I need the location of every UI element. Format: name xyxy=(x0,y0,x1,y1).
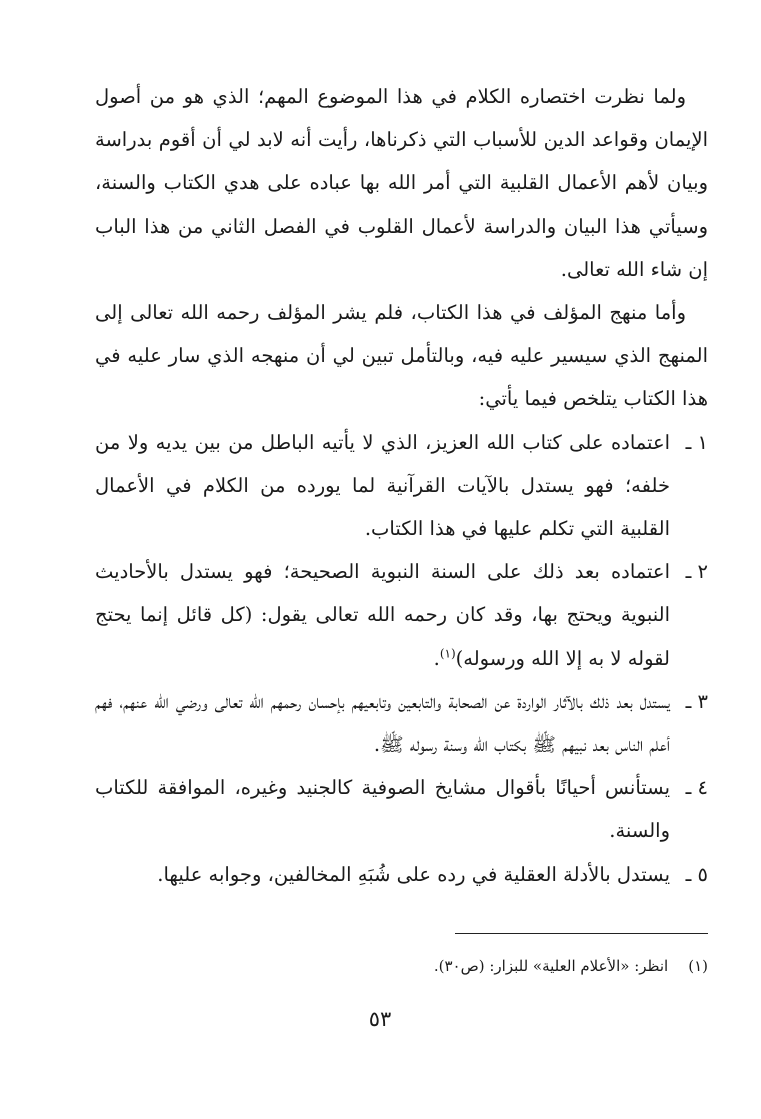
method-paragraph xyxy=(95,291,708,421)
list-item-number: ٢ ـ xyxy=(685,560,708,584)
list-item-text: يستدل بالأدلة العقلية في رده على شُبَهِ المخالفين، وجوابه عليها. xyxy=(157,862,670,886)
list-item-number: ٤ ـ xyxy=(685,776,708,800)
method-paragraph-text: وأما منهج المؤلف في هذا الكتاب، فلم يشر المؤلف رحمه الله تعالى إلى المنهج الذي سيسير عليه فيه، وبالتأمل تبين لي أن منهجه الذي سار عليه في هذا الكتاب يتلخص فيما يأتي: xyxy=(95,301,708,411)
list-item-5 xyxy=(95,853,708,896)
list-item-number: ١ ـ xyxy=(685,430,708,454)
list-item-text: يستأنس أحيانًا بأقوال مشايخ الصوفية كالجنيد وغيره، الموافقة للكتاب والسنة. xyxy=(95,776,670,843)
list-item-tail: . xyxy=(433,646,440,670)
list-item-number: ٣ ـ xyxy=(685,689,708,713)
list-item-text: يستدل بعد ذلك بالآثار الواردة عن الصحابة والتابعين وتابعيهم بإحسان رحمهم الله تعالى ورضي الله عنهم، فهم أعلم الناس بعد نبيهم ﷺ بكتاب الله وسنة رسوله ﷺ. xyxy=(95,689,670,757)
footnote-reference[interactable]: (١) xyxy=(439,646,456,661)
page-body xyxy=(95,75,708,896)
intro-paragraph xyxy=(95,75,708,291)
footnote-number: (١) xyxy=(688,957,708,975)
list-item-1 xyxy=(95,421,708,551)
intro-paragraph-text: ولما نظرت اختصاره الكلام في هذا الموضوع المهم؛ الذي هو من أصول الإيمان وقواعد الدين للأسباب التي ذكرناها، رأيت أنه لابد لي أن أقوم بدراسة وبيان لأهم الأعمال القلبية التي أمر الله بها عباده على هدي الكتاب والسنة، وسيأتي هذا البيان والدراسة لأعمال القلوب في الفصل الثاني من هذا الباب إن شاء الله تعالى. xyxy=(95,85,708,281)
list-item-text: اعتماده على كتاب الله العزيز، الذي لا يأتيه الباطل من بين يديه ولا من خلفه؛ فهو يستدل بالآيات القرآنية لما يورده من الكلام في الأعمال القلبية التي تكلم عليها في هذا الكتاب. xyxy=(95,430,670,541)
list-item-number: ٥ ـ xyxy=(685,862,708,886)
list-item-3 xyxy=(95,680,708,766)
list-item-4 xyxy=(95,766,708,852)
footnote-separator xyxy=(455,933,708,934)
list-item-2 xyxy=(95,550,708,680)
footnote xyxy=(300,954,708,978)
footnote-text: انظر: «الأعلام العلية» للبزار: (ص٣٠). xyxy=(433,957,669,975)
page-number: ٥٣ xyxy=(368,1007,392,1031)
list-item-text: اعتماده بعد ذلك على السنة النبوية الصحيحة؛ فهو يستدل بالأحاديث النبوية ويحتج بها، وقد كان رحمه الله تعالى يقول: (كل قائل إنما يحتج لقوله لا به إلا الله ورسوله) xyxy=(95,560,670,670)
